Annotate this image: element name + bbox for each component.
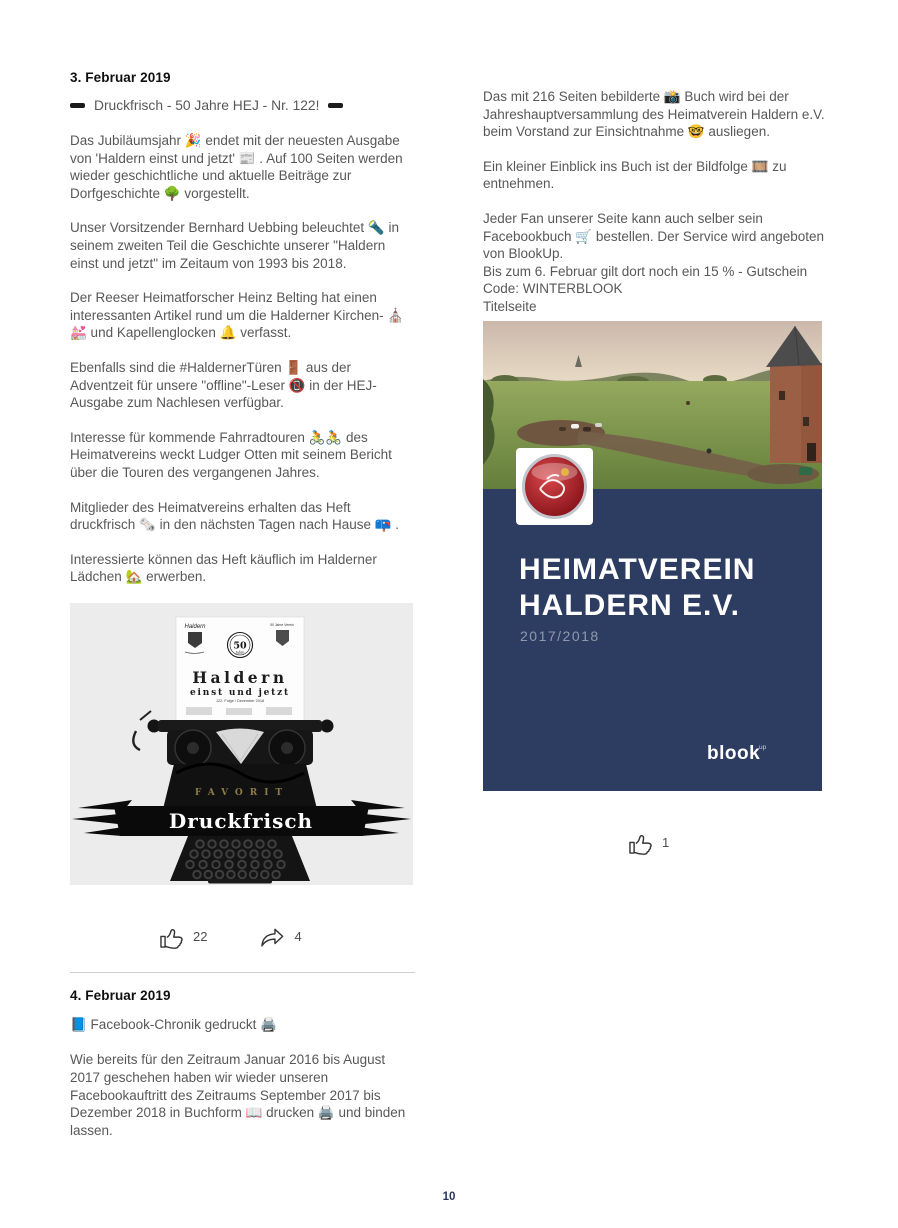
section-divider (70, 972, 415, 973)
paper-crest-right-label: 50 Jahre Verein (270, 622, 294, 627)
blook-logo-sup: up (759, 743, 767, 751)
post-paragraph: Interessierte können das Heft käuflich im Halderner Lädchen 🏡 erwerben. (70, 551, 377, 585)
cover-title-line1: HEIMATVEREIN (519, 552, 756, 586)
share-icon (259, 924, 285, 950)
cover-years: 2017/2018 (520, 627, 600, 644)
page-number: 10 (442, 1191, 456, 1203)
like-count: 1 (662, 835, 670, 851)
post-paragraph-block (483, 210, 825, 316)
blook-logo: blook (707, 742, 761, 764)
reactions-row (70, 924, 415, 950)
post-date: 3. Februar 2019 (70, 70, 171, 85)
paper-seal: 50 (233, 640, 247, 652)
post-paragraph: Interesse für kommende Fahrradtouren 🚴🚴 des Heimatvereins weckt Ludger Otten mit seinem Bericht über die Touren des vergangenen Jahres. (70, 429, 392, 480)
block-line: Bis zum 6. Februar gilt dort noch ein 15 % - Gutschein Code: WINTERBLOOK (483, 263, 808, 297)
typewriter-image (70, 603, 415, 890)
paper-title: Haldern (192, 667, 288, 687)
heavy-minus-icon (328, 103, 343, 108)
left-column (70, 0, 415, 1156)
typewriter-brand: FAVORIT (194, 787, 290, 798)
post-paragraph: Unser Vorsitzender Bernhard Uebbing beleuchtet 🔦 in seinem zweiten Teil die Geschichte unserer "Haldern einst und jetzt" im Zeitaum von 1993 bis 2018. (70, 220, 399, 271)
thumbs-up-icon (158, 924, 184, 950)
right-column (483, 0, 825, 856)
post-date: 4. Februar 2019 (70, 987, 171, 1003)
heavy-minus-icon (70, 103, 85, 108)
paper-crest-left-label: Haldern (184, 623, 206, 630)
post-paragraph: Wie bereits für den Zeitraum Januar 2016 bis August 2017 geschehen haben wir wieder unseren Facebookauftritt des Zeitraums September 2017 bis Dezember 2018 in Buchform 📖 drucken 🖨️ und binden lassen. (70, 1052, 406, 1138)
post-paragraph: Das mit 216 Seiten bebilderte 📸 Buch wird bei der Jahreshauptversammlung des Heimatverein Haldern e.V. beim Vorstand zur Einsichtnahme 🤓 ausliegen. (483, 89, 825, 140)
block-line: Jeder Fan unserer Seite kann auch selber sein Facebookbuch 🛒 bestellen. Der Service wird angeboten von BlookUp. (483, 210, 825, 262)
banner-text: Druckfrisch (168, 808, 314, 833)
image-caption: Titelseite (483, 298, 537, 314)
post-paragraph: Mitglieder des Heimatvereins erhalten das Heft druckfrisch 🗞️ in den nächsten Tagen nach Hause 📪 . (70, 499, 400, 533)
post-paragraph: Das Jubiläumsjahr 🎉 endet mit der neuesten Ausgabe von 'Haldern einst und jetzt' 📰 . Auf 100 Seiten werden wieder geschichtliche und aktuelle Beiträge zur Dorfgeschichte 🌳 vorgestellt. (70, 133, 403, 201)
thumbs-up-icon (627, 830, 653, 856)
post-title (70, 98, 415, 113)
paper-subtitle: einst und jetzt (190, 687, 290, 698)
post-paragraph: Ebenfalls sind die #HaldernerTüren 🚪 aus der Adventzeit für unsere "offline"-Leser 📵 in der HEJ-Ausgabe zum Nachlesen verfügbar. (70, 359, 377, 411)
share-count: 4 (294, 929, 302, 945)
post-paragraph: Ein kleiner Einblick ins Buch ist der Bildfolge 🎞️ zu entnehmen. (483, 158, 787, 192)
paper-seal-sub: Jahre (235, 650, 245, 655)
book-cover-image (483, 321, 825, 796)
post-paragraph: Der Reeser Heimatforscher Heinz Belting hat einen interessanten Artikel rund um die Halderner Kirchen- ⛪💒 und Kapellenglocken 🔔 verfasst. (70, 290, 405, 341)
cover-title-line2: HALDERN E.V. (519, 588, 740, 622)
paper-issue: 122. Folge / Dezember 2018 (215, 698, 265, 703)
post-title-text: Druckfrisch - 50 Jahre HEJ - Nr. 122! (94, 98, 320, 113)
reactions-row (483, 830, 825, 856)
like-count: 22 (193, 929, 208, 945)
post-headline: 📘 Facebook-Chronik gedruckt 🖨️ (70, 1016, 277, 1032)
